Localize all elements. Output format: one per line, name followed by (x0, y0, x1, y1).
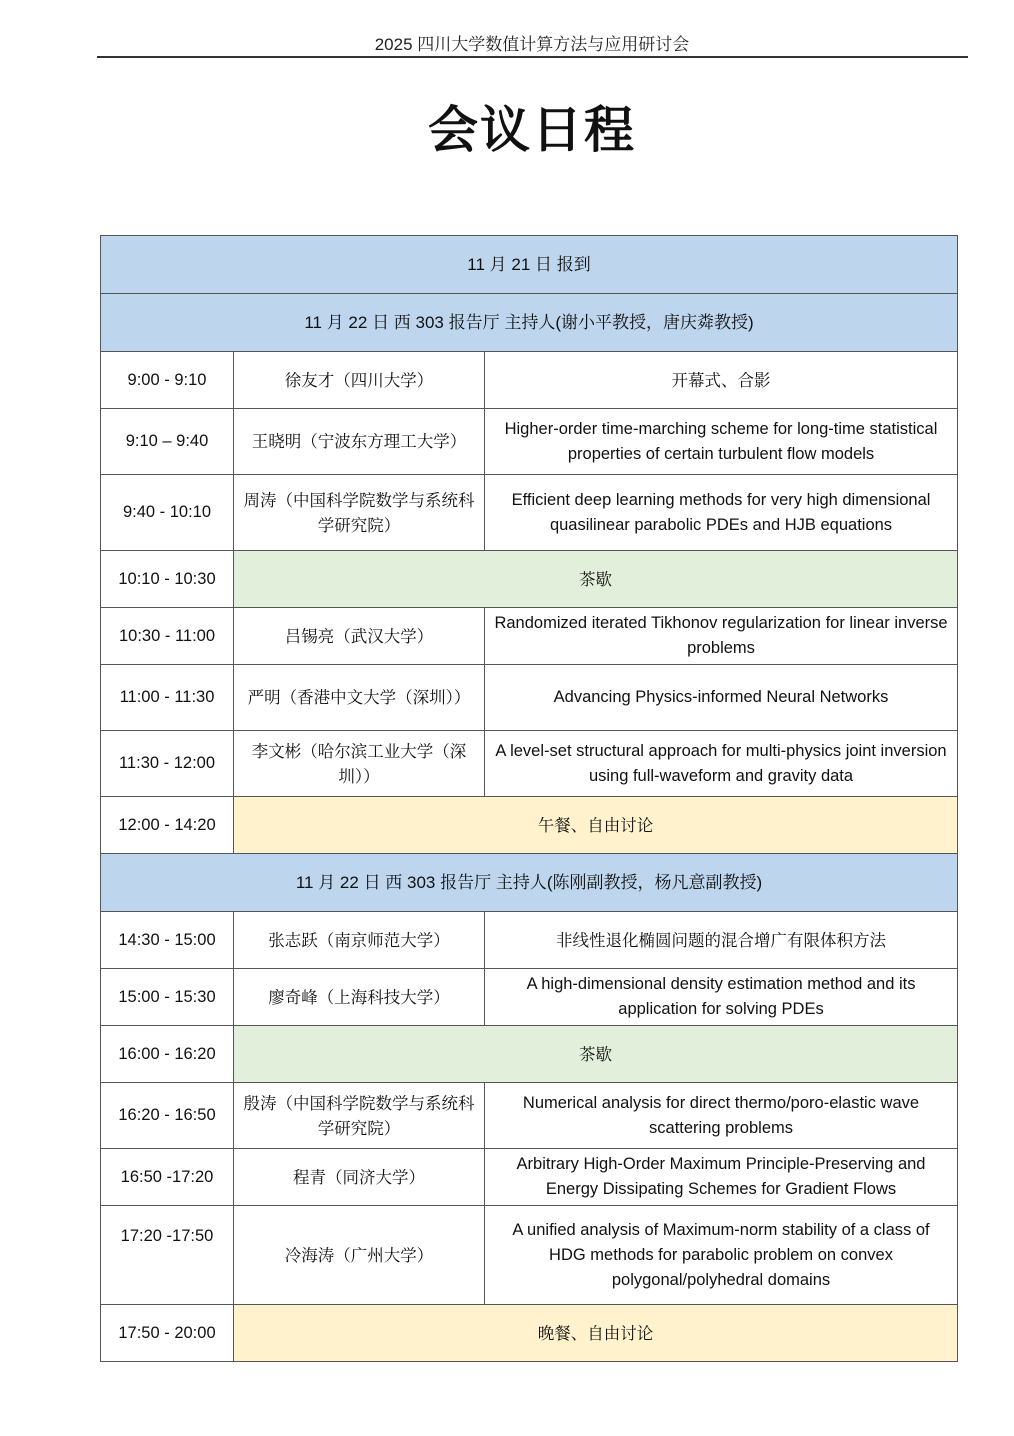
title-cell: A unified analysis of Maximum-norm stability of a class of HDG methods for parabolic problem on convex polygonal/polyhedral domains (485, 1206, 958, 1305)
title-cell: A high-dimensional density estimation method and its application for solving PDEs (485, 969, 958, 1026)
title-cell: A level-set structural approach for multi-physics joint inversion using full-waveform and gravity data (485, 731, 958, 797)
time-cell: 9:40 - 10:10 (101, 475, 234, 551)
speaker-cell: 王晓明（宁波东方理工大学） (234, 409, 485, 475)
meal-row (101, 1305, 958, 1362)
break-row (101, 551, 958, 608)
time-cell: 17:20 -17:50 (101, 1206, 234, 1305)
time-cell: 10:30 - 11:00 (101, 608, 234, 665)
title-cell: 非线性退化椭圆问题的混合增广有限体积方法 (485, 912, 958, 969)
table-row (101, 608, 958, 665)
section-header: 11 月 21 日 报到 (101, 236, 958, 294)
speaker-cell: 张志跃（南京师范大学） (234, 912, 485, 969)
speaker-cell: 冷海涛（广州大学） (234, 1206, 485, 1305)
table-row (101, 665, 958, 731)
time-cell: 11:30 - 12:00 (101, 731, 234, 797)
table-row (101, 731, 958, 797)
table-row (101, 352, 958, 409)
title-cell: Efficient deep learning methods for very high dimensional quasilinear parabolic PDEs and HJB equations (485, 475, 958, 551)
title-cell: Higher-order time-marching scheme for long-time statistical properties of certain turbulent flow models (485, 409, 958, 475)
title-cell: Advancing Physics-informed Neural Networks (485, 665, 958, 731)
tea-break-cell: 茶歇 (234, 551, 958, 608)
time-cell: 16:50 -17:20 (101, 1149, 234, 1206)
table-row (101, 1083, 958, 1149)
schedule-table (100, 235, 958, 1362)
table-row (101, 409, 958, 475)
tea-break-cell: 茶歇 (234, 1026, 958, 1083)
running-header: 2025 四川大学数值计算方法与应用研讨会 (374, 35, 690, 54)
table-row (101, 475, 958, 551)
time-cell: 15:00 - 15:30 (101, 969, 234, 1026)
speaker-cell: 廖奇峰（上海科技大学） (234, 969, 485, 1026)
time-cell: 9:10 – 9:40 (101, 409, 234, 475)
table-row (101, 1206, 958, 1305)
section-header: 11 月 22 日 西 303 报告厅 主持人(谢小平教授，唐庆粦教授) (101, 294, 958, 352)
speaker-cell: 周涛（中国科学院数学与系统科学研究院） (234, 475, 485, 551)
title-cell: Arbitrary High-Order Maximum Principle-Preserving and Energy Dissipating Schemes for Gradient Flows (485, 1149, 958, 1206)
speaker-cell: 严明（香港中文大学（深圳）） (234, 665, 485, 731)
speaker-cell: 吕锡亮（武汉大学） (234, 608, 485, 665)
time-cell: 17:50 - 20:00 (101, 1305, 234, 1362)
meal-row (101, 797, 958, 854)
time-cell: 9:00 - 9:10 (101, 352, 234, 409)
header-divider (97, 56, 968, 58)
speaker-cell: 徐友才（四川大学） (234, 352, 485, 409)
time-cell: 10:10 - 10:30 (101, 551, 234, 608)
time-cell: 11:00 - 11:30 (101, 665, 234, 731)
table-row (101, 1149, 958, 1206)
lunch-cell: 午餐、自由讨论 (234, 797, 958, 854)
time-cell: 16:00 - 16:20 (101, 1026, 234, 1083)
title-cell: 开幕式、合影 (485, 352, 958, 409)
speaker-cell: 殷涛（中国科学院数学与系统科学研究院） (234, 1083, 485, 1149)
title-cell: Numerical analysis for direct thermo/poro-elastic wave scattering problems (485, 1083, 958, 1149)
time-cell: 12:00 - 14:20 (101, 797, 234, 854)
title-cell: Randomized iterated Tikhonov regularization for linear inverse problems (485, 608, 958, 665)
speaker-cell: 李文彬（哈尔滨工业大学（深圳）） (234, 731, 485, 797)
break-row (101, 1026, 958, 1083)
section-header: 11 月 22 日 西 303 报告厅 主持人(陈刚副教授，杨凡意副教授) (101, 854, 958, 912)
section-row-day1 (101, 236, 958, 294)
time-cell: 14:30 - 15:00 (101, 912, 234, 969)
table-row (101, 912, 958, 969)
table-row (101, 969, 958, 1026)
section-row-afternoon (101, 854, 958, 912)
speaker-cell: 程青（同济大学） (234, 1149, 485, 1206)
time-cell: 16:20 - 16:50 (101, 1083, 234, 1149)
dinner-cell: 晚餐、自由讨论 (234, 1305, 958, 1362)
section-row-morning (101, 294, 958, 352)
page-title: 会议日程 (428, 100, 636, 159)
